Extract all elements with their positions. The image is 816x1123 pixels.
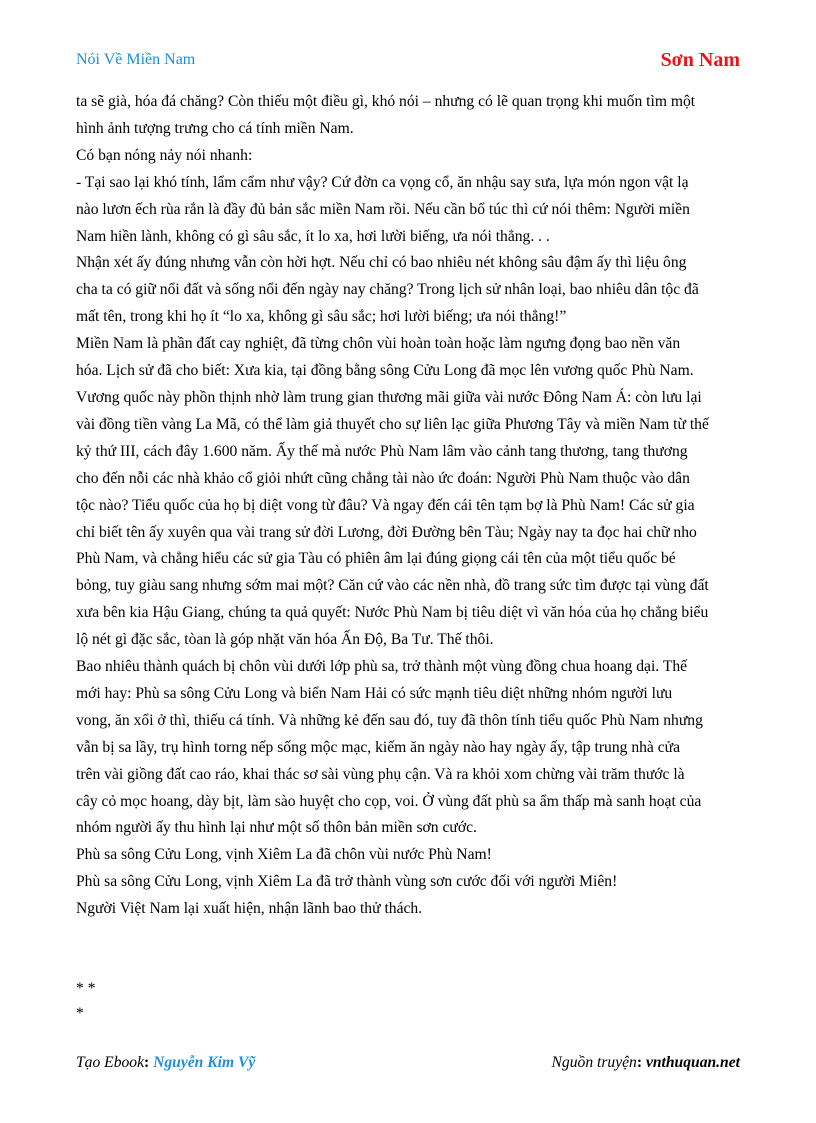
separator-line-2: * [76, 1005, 84, 1022]
text-line: mất tên, trong khi họ ít “lo xa, không gì sâu sắc; hơi lười biếng; ưa nói thẳng!” [76, 308, 567, 326]
ebook-colon: : [144, 1054, 154, 1071]
text-line: ta sẽ già, hóa đá chăng? Còn thiếu một điều gì, khó nói – nhưng có lẽ quan trọng khi muốn tìm một [76, 93, 696, 110]
text-line: Nhận xét ấy đúng nhưng vẫn còn hời hợt. Nếu chỉ có bao nhiêu nét không sâu đậm ấy thì liệu ông [76, 254, 687, 272]
paragraph [76, 654, 746, 842]
text-line: lộ nét gì đặc sắc, tòan là góp nhặt văn hóa Ấn Độ, Ba Tư. Thế thôi. [76, 631, 494, 649]
text-line: hình ảnh tượng trưng cho cá tính miền Nam. [76, 119, 354, 137]
ebook-credit [76, 1054, 255, 1072]
text-line: trên vài giồng đất cao ráo, khai thác sơ sài vùng phụ cận. Và ra khỏi xom chừng vài trăm thước là [76, 765, 685, 783]
paragraph [76, 143, 746, 170]
text-line: Có bạn nóng nảy nói nhanh: [76, 146, 253, 164]
text-line: cha ta có giữ nổi đất và sống nổi đến ngày nay chăng? Trong lịch sử nhân loại, bao nhiêu dân tộc đã [76, 281, 699, 299]
text-line: bỏng, tuy giàu sang nhưng sớm mai một? Căn cứ vào các nền nhà, đồ trang sức tìm được tại vùng đất [76, 577, 709, 595]
author-name: Sơn Nam [660, 49, 740, 71]
source-site: vnthuquan.net [645, 1054, 740, 1071]
text-line: kỷ thứ III, cách đây 1.600 năm. Ấy thế mà nước Phù Nam lâm vào cảnh tang thương, tang thương [76, 442, 688, 460]
text-line: vẫn bị sa lầy, trụ hình torng nếp sống mộc mạc, kiếm ăn ngày nào hay ngày ấy, tập trung nhà cửa [76, 738, 681, 756]
text-line: mới hay: Phù sa sông Cửu Long và biển Nam Hải có sức mạnh tiêu diệt những nhóm người lưu [76, 684, 673, 702]
section-separator [76, 976, 96, 1026]
text-line: - Tại sao lại khó tính, lẩm cẩm như vậy? Cứ đờn ca vọng cổ, ăn nhậu say sưa, lựa món ngon vật lạ [76, 173, 689, 191]
paragraph [76, 250, 746, 331]
page-footer [76, 1054, 740, 1078]
paragraph [76, 170, 746, 251]
text-line: Phù sa sông Cửu Long, vịnh Xiêm La đã trở thành vùng sơn cước đối với người Miên! [76, 873, 618, 891]
text-line: hóa. Lịch sử đã cho biết: Xưa kia, tại đồng bằng sông Cửu Long đã mọc lên vương quốc Phù Nam. [76, 362, 694, 380]
text-line: nào lươn ếch rùa rắn là đầy đủ bản sắc miền Nam rồi. Nếu cần bổ túc thì cứ nói thêm: Người miền [76, 200, 690, 218]
page-header [76, 49, 740, 75]
text-line: Miền Nam là phần đất cay nghiệt, đã từng chôn vùi hoàn toàn hoặc làm ngưng đọng bao nền văn [76, 335, 681, 353]
text-line: tộc nào? Tiểu quốc của họ bị diệt vong từ đâu? Và ngay đến cái tên tạm bợ là Phù Nam! Các sử gia [76, 496, 695, 514]
paragraph [76, 896, 746, 923]
book-title: Nói Về Miền Nam [76, 51, 196, 68]
text-line: Phù Nam, và chẳng hiểu các sử gia Tàu có phiên âm lại đúng giọng cái tên của một tiểu quốc bé [76, 550, 676, 568]
source-colon: : [636, 1054, 646, 1071]
ebook-label: Tạo Ebook [76, 1054, 145, 1071]
source-label: Nguồn truyện [551, 1054, 637, 1071]
ebook-creator: Nguyễn Kim Vỹ [153, 1054, 256, 1071]
paragraph [76, 869, 746, 896]
text-line: cây cỏ mọc hoang, dày bịt, làm sào huyệt cho cọp, voi. Ở vùng đất phù sa ẩm thấp mà sanh hoạt của [76, 792, 702, 810]
text-line: vài đồng tiền vàng La Mã, có thể làm giả thuyết cho sự liên lạc giữa Phương Tây và miền Nam từ thế [76, 415, 709, 433]
paragraph [76, 331, 746, 654]
text-line: cho đến nỗi các nhà khảo cổ giỏi nhứt cũng chẳng tài nào ức đoán: Người Phù Nam thuộc vào dân [76, 469, 690, 487]
text-line: vong, ăn xổi ở thì, thiếu cá tính. Và những kẻ đến sau đó, tuy đã thôn tính tiểu quốc Phù Nam nhưng [76, 711, 703, 729]
text-line: nhóm người ấy thu hình lại như một số thôn bản miền sơn cước. [76, 819, 477, 837]
text-line: Người Việt Nam lại xuất hiện, nhận lãnh bao thử thách. [76, 900, 423, 918]
paragraph [76, 89, 746, 143]
text-line: Vương quốc này phồn thịnh nhờ làm trung gian thương mãi giữa vài nước Đông Nam Á: còn lưu lại [76, 388, 702, 406]
paragraph [76, 842, 746, 869]
text-line: Bao nhiêu thành quách bị chôn vùi dưới lớp phù sa, trở thành một vùng đồng chua hoang dại. Thế [76, 658, 688, 676]
text-line: Nam hiền lành, không có gì sâu sắc, ít lo xa, hơi lười biếng, ưa nói thẳng. . . [76, 227, 550, 245]
source-credit [552, 1054, 740, 1072]
text-line: chỉ biết tên ấy xuyên qua vài trang sử đời Lương, đời Đường bên Tàu; Ngày nay ta đọc hai chữ nho [76, 523, 697, 541]
text-line: xưa bên kia Hậu Giang, chúng ta quả quyết: Nước Phù Nam bị tiêu diệt vì văn hóa của họ chẳng biểu [76, 604, 709, 622]
text-line: Phù sa sông Cửu Long, vịnh Xiêm La đã chôn vùi nước Phù Nam! [76, 846, 492, 864]
separator-line-1: * * [76, 980, 96, 997]
body-text [76, 89, 746, 923]
